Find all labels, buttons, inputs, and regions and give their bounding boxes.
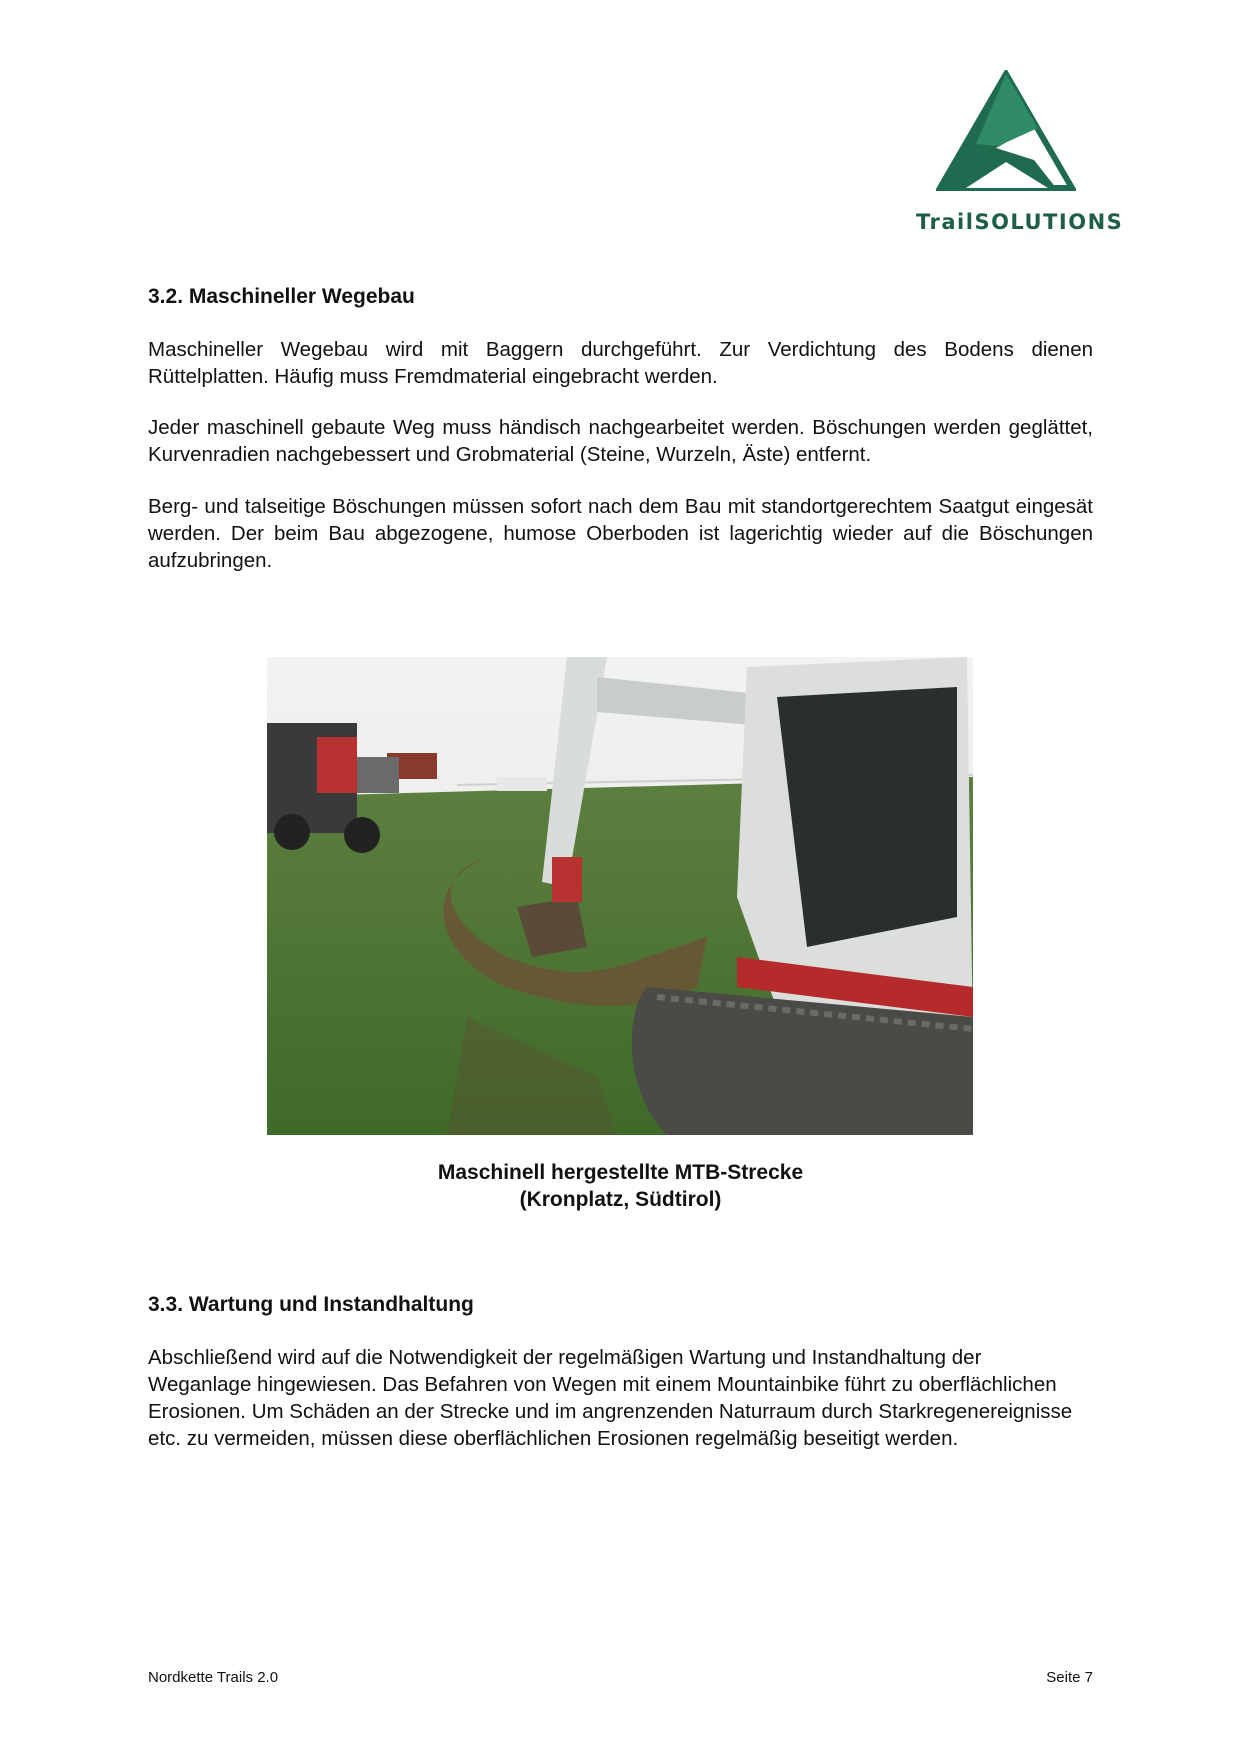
section-heading-3-3: 3.3. Wartung und Instandhaltung [148, 1293, 474, 1316]
paragraph-intro: Maschineller Wegebau wird mit Baggern durchgeführt. Zur Verdichtung des Bodens dienen Rüttelplatten. Häufig muss Fremdmaterial eingebracht werden. [148, 338, 1093, 388]
excavator-photo-illustration [267, 657, 973, 1135]
figure-caption-line2: (Kronplatz, Südtirol) [519, 1188, 722, 1211]
company-logo [916, 70, 1124, 240]
paragraph-maintenance: Abschließend wird auf die Notwendigkeit der regelmäßigen Wartung und Instandhaltung der Weganlage hingewiesen. Das Befahren von Wegen mit einem Mountainbike führt zu oberflächlichen Erosionen. Um Schäden an der Strecke und im angrenzenden Naturraum durch Starkregenereignisse etc. zu vermeiden, müssen diese oberflächlichen Erosionen regelmäßig beseitigt werden. [148, 1346, 1073, 1450]
paragraph-rework: Jeder maschinell gebaute Weg muss händisch nachgearbeitet werden. Böschungen werden geglättet, Kurvenradien nachgebessert und Grobmaterial (Steine, Wurzeln, Äste) entfernt. [148, 416, 1093, 466]
footer-document-title: Nordkette Trails 2.0 [148, 1669, 279, 1686]
section-heading-3-2: 3.2. Maschineller Wegebau [148, 285, 415, 308]
paragraph-slopes: Berg- und talseitige Böschungen müssen sofort nach dem Bau mit standortgerechtem Saatgut eingesät werden. Der beim Bau abgezogene, humose Oberboden ist lagerichtig wieder auf die Böschungen aufzubringen. [148, 495, 1093, 572]
figure-caption-line1: Maschinell hergestellte MTB-Strecke [437, 1161, 804, 1184]
logo-wordmark: TrailSOLUTIONS [916, 210, 1124, 234]
excavator-photo [267, 657, 973, 1135]
footer-page-number: Seite 7 [1046, 1669, 1093, 1686]
triangle-mountain-logo-icon [936, 70, 1076, 200]
